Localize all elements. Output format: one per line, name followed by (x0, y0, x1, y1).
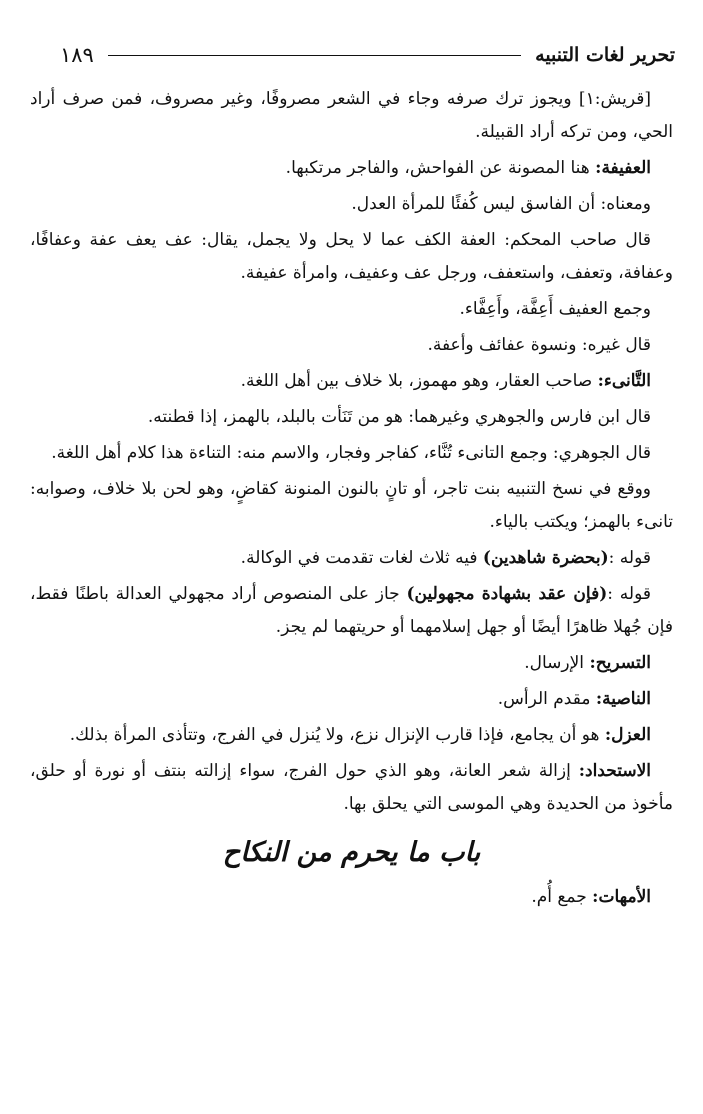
paragraph (30, 755, 673, 821)
paragraph-prefix: قوله : (607, 584, 651, 604)
paragraph-text: وجمع العفيف أَعِفَّة، وأَعِفَّاء. (459, 299, 651, 319)
defined-term: التسريح: (589, 653, 651, 673)
defined-term: الأمهات: (592, 887, 651, 907)
paragraph-text: [قريش:١] ويجوز ترك صرفه وجاء في الشعر مصروفًا، وغير مصروف، فمن صرف أراد الحي، ومن تركه أراد القبيلة. (30, 89, 673, 142)
paragraph-list (30, 83, 673, 821)
paragraph (30, 647, 673, 680)
paragraph-text: مقدم الرأس. (497, 689, 596, 709)
paragraph (30, 473, 673, 539)
paragraph-text: ووقع في نسخ التنبيه بنت تاجر، أو تانٍ بالنون المنونة كقاضٍ، وهو لحن بلا خلاف، وصوابه: تانىء بالهمز؛ ويكتب بالياء. (30, 479, 673, 532)
paragraph (30, 188, 673, 221)
paragraph-text: جمع أُم. (531, 887, 593, 907)
paragraph (30, 401, 673, 434)
defined-term: الاستحداد: (578, 761, 651, 781)
paragraph (30, 224, 673, 290)
defined-term: (فإن عقد بشهادة مجهولين) (406, 584, 608, 604)
paragraph-text: هو أن يجامع، فإذا قارب الإنزال نزع، ولا يُنزل في الفرج، وتتأذى المرأة بذلك. (69, 725, 605, 745)
paragraph-text: هنا المصونة عن الفواحش، والفاجر مرتكبها. (285, 158, 596, 178)
page-header (60, 38, 675, 72)
paragraph-text: الإرسال. (524, 653, 590, 673)
paragraph-text: جاز على المنصوص أراد مجهولي العدالة باطنًا فقط، فإن جُهلا ظاهرًا أيضًا أو جهل إسلامهما أو حريتهما لم يجز. (30, 584, 673, 637)
paragraph (30, 881, 673, 914)
defined-term: العفيفة: (595, 158, 651, 178)
defined-term: الناصية: (595, 689, 651, 709)
paragraph-text: قال صاحب المحكم: العفة الكف عما لا يحل ولا يجمل، يقال: عف يعف عفة وعفافًا، وعفافة، وتعفف، واستعفف، ورجل عف وعفيف، وامرأة عفيفة. (30, 230, 673, 283)
paragraph (30, 578, 673, 644)
paragraph-text: صاحب العقار، وهو مهموز، بلا خلاف بين أهل اللغة. (240, 371, 598, 391)
paragraph-text: فيه ثلاث لغات تقدمت في الوكالة. (240, 548, 483, 568)
running-title: تحرير لغات التنبيه (535, 44, 675, 66)
paragraph-prefix: قوله : (608, 548, 651, 568)
page-number: ١٨٩ (60, 43, 94, 67)
section-heading: باب ما يحرم من النكاح (222, 837, 481, 868)
page-body (30, 83, 673, 917)
paragraph-text: قال ابن فارس والجوهري وغيرهما: هو من تَنَأت بالبلد، بالهمز، إذا قطنته. (147, 407, 651, 427)
paragraph-text: ومعناه: أن الفاسق ليس كُفئًا للمرأة العدل. (351, 194, 651, 214)
paragraph (30, 329, 673, 362)
paragraph (30, 83, 673, 149)
paragraph-text: قال الجوهري: وجمع التانىء تُنَّاء، كفاجر وفجار، والاسم منه: التناءة هذا كلام أهل اللغة. (51, 443, 651, 463)
after-heading-list (30, 881, 673, 914)
paragraph (30, 542, 673, 575)
defined-term: التَّانىء: (597, 371, 651, 391)
paragraph (30, 293, 673, 326)
paragraph (30, 437, 673, 470)
paragraph (30, 365, 673, 398)
paragraph (30, 683, 673, 716)
paragraph-text: إزالة شعر العانة، وهو الذي حول الفرج، سواء إزالته بنتف أو نورة أو حلق، مأخوذ من الحديدة وهي الموسى التي يحلق بها. (30, 761, 673, 814)
defined-term: العزل: (604, 725, 651, 745)
defined-term: (بحضرة شاهدين) (482, 548, 609, 568)
header-rule (108, 55, 521, 56)
paragraph (30, 719, 673, 752)
paragraph-text: قال غيره: ونسوة عفائف وأعفة. (427, 335, 651, 355)
paragraph (30, 152, 673, 185)
